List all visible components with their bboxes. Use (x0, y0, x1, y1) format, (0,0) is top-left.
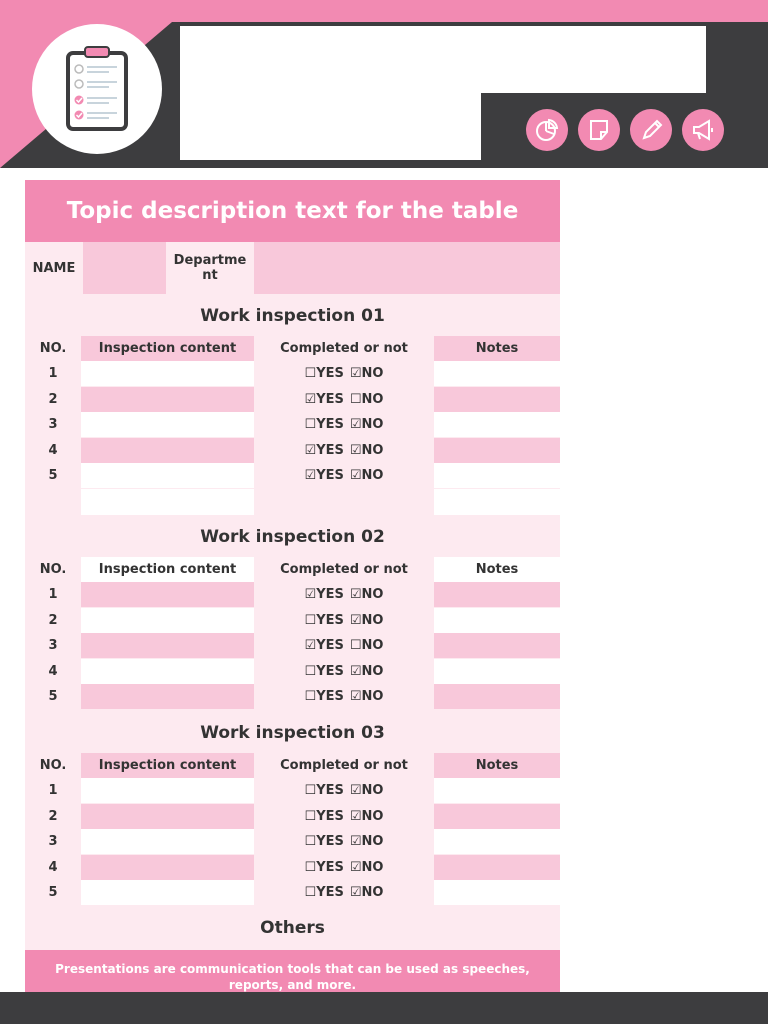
inspection-content-field[interactable] (81, 463, 254, 488)
yes-checkbox[interactable]: ☐YES (304, 417, 344, 432)
section-title: Work inspection 02 (200, 527, 385, 547)
column-header-notes: Notes (434, 336, 560, 361)
row-number: 3 (48, 417, 58, 432)
others-heading: Others (260, 918, 325, 938)
notes-field[interactable] (434, 608, 560, 633)
notes-field[interactable] (434, 582, 560, 607)
inspection-content-field[interactable] (81, 880, 254, 905)
notes-field[interactable] (434, 659, 560, 684)
column-header-notes: Notes (434, 557, 560, 582)
notes-field[interactable] (434, 804, 560, 829)
name-label: NAME (32, 260, 76, 276)
inspection-content-field[interactable] (81, 438, 254, 463)
inspection-content-field[interactable] (81, 684, 254, 709)
no-checkbox[interactable]: ☐NO (349, 391, 384, 407)
no-checkbox[interactable]: ☑NO (349, 689, 384, 704)
inspection-content-field[interactable] (81, 361, 254, 386)
notes-field[interactable] (434, 463, 560, 488)
no-checkbox[interactable]: ☑NO (349, 859, 384, 875)
row-number: 3 (48, 638, 58, 653)
no-checkbox[interactable]: ☑NO (349, 783, 384, 798)
yes-checkbox[interactable]: ☑YES (304, 638, 344, 653)
no-checkbox[interactable]: ☑NO (349, 442, 384, 458)
completed-checkboxes (254, 608, 434, 633)
column-header-notes: Notes (434, 753, 560, 778)
yes-checkbox[interactable]: ☑YES (304, 442, 344, 458)
row-number: 2 (48, 808, 58, 824)
no-checkbox[interactable]: ☐NO (349, 638, 384, 653)
yes-checkbox[interactable]: ☐YES (304, 859, 344, 875)
inspection-content-field[interactable] (81, 804, 254, 829)
inspection-content-field[interactable] (81, 659, 254, 684)
notes-field[interactable] (434, 438, 560, 463)
notes-field[interactable] (434, 684, 560, 709)
clipboard-checklist-icon (32, 24, 162, 154)
no-checkbox[interactable]: ☑NO (349, 834, 384, 849)
notes-field[interactable] (434, 855, 560, 880)
name-field[interactable] (83, 242, 166, 294)
column-header-no: NO. (39, 758, 67, 773)
footer-note: Presentations are communication tools that can be used as speeches, reports, and more. (25, 950, 560, 1003)
column-header-completed: Completed or not (280, 562, 408, 577)
notes-field[interactable] (434, 412, 560, 437)
department-field[interactable] (254, 242, 560, 294)
row-number: 4 (48, 859, 58, 875)
yes-checkbox[interactable]: ☑YES (304, 468, 344, 483)
footer-dark-bar (0, 992, 768, 1024)
completed-checkboxes (254, 880, 434, 905)
yes-checkbox[interactable]: ☐YES (304, 885, 344, 900)
column-header-no: NO. (39, 562, 67, 577)
note-icon[interactable] (578, 109, 620, 151)
column-header-no: NO. (39, 341, 67, 356)
inspection-content-field[interactable] (81, 778, 254, 803)
row-number: 2 (48, 391, 58, 407)
completed-checkboxes (254, 804, 434, 829)
no-checkbox[interactable]: ☑NO (349, 663, 384, 679)
completed-checkboxes (254, 582, 434, 607)
row-number: 2 (48, 612, 58, 628)
inspection-content-field[interactable] (81, 829, 254, 854)
pen-icon[interactable] (630, 109, 672, 151)
yes-checkbox[interactable]: ☐YES (304, 612, 344, 628)
pie-chart-icon[interactable] (526, 109, 568, 151)
inspection-content-field[interactable] (81, 489, 254, 515)
column-header-completed: Completed or not (280, 758, 408, 773)
megaphone-icon[interactable] (682, 109, 724, 151)
row-number: 4 (48, 442, 58, 458)
yes-checkbox[interactable]: ☐YES (304, 366, 344, 381)
completed-checkboxes (254, 463, 434, 488)
header-top-bar (0, 0, 768, 22)
row-number: 5 (48, 689, 58, 704)
completed-checkboxes (254, 387, 434, 412)
row-number: 3 (48, 834, 58, 849)
row-number: 1 (48, 366, 58, 381)
no-checkbox[interactable]: ☑NO (349, 468, 384, 483)
inspection-content-field[interactable] (81, 633, 254, 658)
no-checkbox[interactable]: ☑NO (349, 417, 384, 432)
completed-checkboxes (254, 412, 434, 437)
no-checkbox[interactable]: ☑NO (349, 587, 384, 602)
completed-checkboxes (254, 361, 434, 386)
completed-checkboxes (254, 855, 434, 880)
row-number: 1 (48, 587, 58, 602)
column-header-content: Inspection content (81, 753, 254, 778)
notes-field[interactable] (434, 829, 560, 854)
yes-checkbox[interactable]: ☐YES (304, 663, 344, 679)
inspection-content-field[interactable] (81, 855, 254, 880)
yes-checkbox[interactable]: ☐YES (304, 783, 344, 798)
inspection-content-field[interactable] (81, 387, 254, 412)
no-checkbox[interactable]: ☑NO (349, 885, 384, 900)
completed-checkboxes (254, 438, 434, 463)
section-title: Work inspection 01 (200, 306, 385, 326)
row-number: 4 (48, 663, 58, 679)
notes-field[interactable] (434, 633, 560, 658)
yes-checkbox[interactable]: ☐YES (304, 689, 344, 704)
notes-field[interactable] (434, 880, 560, 905)
row-number: 1 (48, 783, 58, 798)
no-checkbox[interactable]: ☑NO (349, 366, 384, 381)
inspection-content-field[interactable] (81, 582, 254, 607)
yes-checkbox[interactable]: ☐YES (304, 808, 344, 824)
no-checkbox[interactable]: ☑NO (349, 808, 384, 824)
yes-checkbox[interactable]: ☑YES (304, 587, 344, 602)
completed-checkboxes (254, 633, 434, 658)
row-number: 5 (48, 885, 58, 900)
column-header-content: Inspection content (81, 557, 254, 582)
yes-checkbox[interactable]: ☐YES (304, 834, 344, 849)
section-title: Work inspection 03 (200, 723, 385, 743)
inspection-content-field[interactable] (81, 412, 254, 437)
completed-checkboxes (254, 829, 434, 854)
completed-checkboxes (254, 778, 434, 803)
yes-checkbox[interactable]: ☑YES (304, 391, 344, 407)
column-header-content: Inspection content (81, 336, 254, 361)
sheet-title: Topic description text for the table (25, 180, 560, 242)
completed-checkboxes (254, 659, 434, 684)
no-checkbox[interactable]: ☑NO (349, 612, 384, 628)
notes-field[interactable] (434, 361, 560, 386)
notes-field[interactable] (434, 387, 560, 412)
inspection-content-field[interactable] (81, 608, 254, 633)
notes-field[interactable] (434, 778, 560, 803)
column-header-completed: Completed or not (280, 341, 408, 356)
row-number: 5 (48, 468, 58, 483)
department-label: Departme nt (173, 253, 247, 283)
notes-field[interactable] (434, 489, 560, 515)
completed-checkboxes (254, 684, 434, 709)
